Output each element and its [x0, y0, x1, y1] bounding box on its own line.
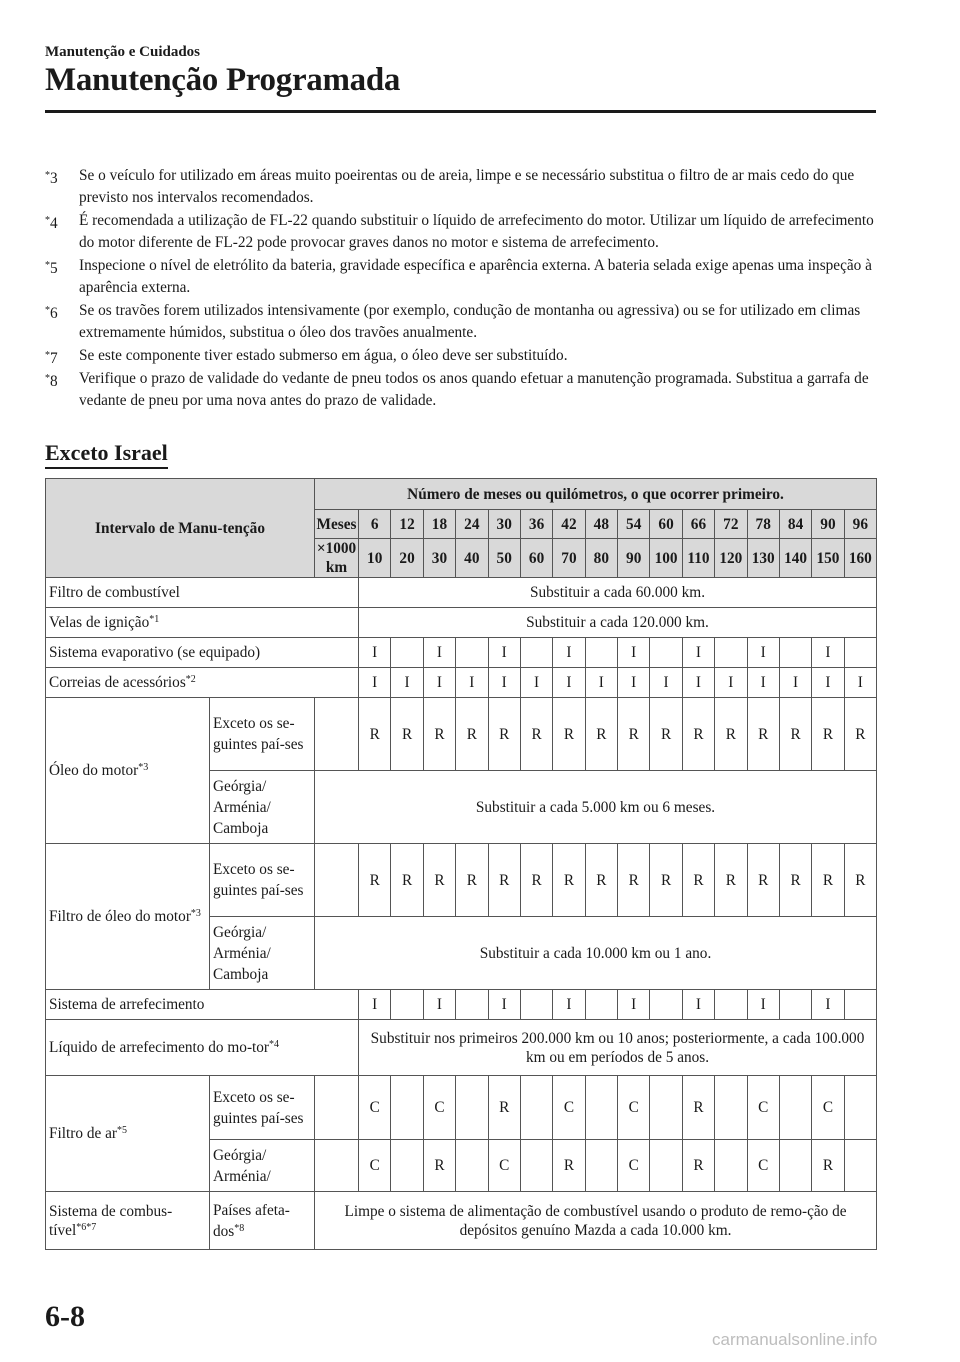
- km-header: 50: [488, 539, 520, 578]
- footnote: [45, 255, 880, 299]
- spacer-cell: [315, 1076, 359, 1140]
- interval-note: Substituir a cada 10.000 km ou 1 ano.: [315, 917, 877, 990]
- interval-cell: I: [747, 990, 779, 1020]
- interval-cell: [585, 1140, 617, 1192]
- interval-cell: R: [618, 844, 650, 917]
- item-name: Velas de ignição$^{*1}$: [46, 608, 359, 638]
- interval-cell: R: [779, 698, 811, 771]
- table-row: [46, 990, 877, 1020]
- interval-cell: I: [618, 668, 650, 698]
- interval-cell: R: [359, 844, 391, 917]
- km-header: 40: [456, 539, 488, 578]
- region-label: Exceto os se-guintes paí-ses: [210, 844, 315, 917]
- section-label: Manutenção e Cuidados: [45, 44, 201, 60]
- header-corner: Intervalo de Manu-tenção: [46, 479, 315, 578]
- interval-cell: R: [779, 844, 811, 917]
- interval-cell: R: [715, 698, 747, 771]
- footnote-text: Se este componente tiver estado submerso em água, o óleo deve ser substituído.: [79, 347, 568, 364]
- footnote-mark: *5: [45, 260, 58, 277]
- month-header: 90: [812, 510, 844, 539]
- interval-cell: R: [650, 698, 682, 771]
- table-row: [46, 1076, 877, 1140]
- km-header: 70: [553, 539, 585, 578]
- interval-cell: [715, 990, 747, 1020]
- interval-cell: [650, 1076, 682, 1140]
- interval-cell: [650, 638, 682, 668]
- interval-cell: I: [682, 668, 714, 698]
- interval-cell: C: [618, 1076, 650, 1140]
- month-header: 54: [618, 510, 650, 539]
- interval-cell: R: [682, 1140, 714, 1192]
- item-name: Líquido de arrefecimento do mo-tor$^{*4}$: [46, 1020, 359, 1076]
- month-header: 60: [650, 510, 682, 539]
- interval-cell: C: [488, 1140, 520, 1192]
- interval-cell: C: [359, 1140, 391, 1192]
- interval-cell: R: [585, 698, 617, 771]
- interval-cell: [456, 1140, 488, 1192]
- interval-cell: R: [553, 1140, 585, 1192]
- footnote: [45, 368, 880, 412]
- interval-cell: R: [391, 698, 423, 771]
- interval-cell: [844, 1076, 876, 1140]
- interval-cell: C: [359, 1076, 391, 1140]
- interval-cell: R: [520, 844, 552, 917]
- km-header: 20: [391, 539, 423, 578]
- page-number: 6-8: [45, 1300, 85, 1333]
- interval-cell: C: [553, 1076, 585, 1140]
- item-name: Sistema de combus-tível$^{*6*7}$: [46, 1192, 210, 1250]
- km-header: 60: [520, 539, 552, 578]
- interval-cell: R: [812, 698, 844, 771]
- interval-cell: [585, 990, 617, 1020]
- interval-cell: I: [812, 638, 844, 668]
- km-header: 160: [844, 539, 876, 578]
- interval-cell: I: [488, 638, 520, 668]
- interval-note: Substituir nos primeiros 200.000 km ou 10 anos; posteriormente, a cada 100.000 km ou em períodos de 5 anos.: [359, 1020, 877, 1076]
- interval-cell: [520, 990, 552, 1020]
- interval-cell: [520, 1076, 552, 1140]
- footnote: [45, 210, 880, 254]
- km-header: 130: [747, 539, 779, 578]
- interval-cell: I: [682, 990, 714, 1020]
- table-row: [46, 668, 877, 698]
- footnote-mark: *3: [45, 170, 58, 187]
- interval-cell: [520, 638, 552, 668]
- interval-cell: I: [844, 668, 876, 698]
- month-header: 78: [747, 510, 779, 539]
- interval-cell: C: [423, 1076, 455, 1140]
- interval-cell: [585, 1076, 617, 1140]
- item-name: Óleo do motor$^{*3}$: [46, 698, 210, 844]
- month-header: 24: [456, 510, 488, 539]
- item-name: Sistema de arrefecimento: [46, 990, 359, 1020]
- footnote-mark: *6: [45, 305, 58, 322]
- interval-cell: I: [618, 990, 650, 1020]
- interval-cell: C: [812, 1076, 844, 1140]
- month-header: 48: [585, 510, 617, 539]
- interval-cell: R: [488, 698, 520, 771]
- km-header: 120: [715, 539, 747, 578]
- interval-cell: R: [812, 1140, 844, 1192]
- interval-cell: [650, 1140, 682, 1192]
- interval-cell: [715, 638, 747, 668]
- interval-cell: I: [747, 668, 779, 698]
- interval-note: Substituir a cada 5.000 km ou 6 meses.: [315, 771, 877, 844]
- interval-cell: R: [520, 698, 552, 771]
- interval-cell: I: [650, 668, 682, 698]
- interval-cell: I: [747, 638, 779, 668]
- interval-cell: I: [682, 638, 714, 668]
- interval-cell: R: [650, 844, 682, 917]
- region-label: Exceto os se-guintes paí-ses: [210, 698, 315, 771]
- table-row: [46, 608, 877, 638]
- interval-cell: [391, 638, 423, 668]
- table-row: [46, 1192, 877, 1250]
- interval-cell: R: [423, 844, 455, 917]
- month-header: 66: [682, 510, 714, 539]
- table-row: [46, 578, 877, 608]
- km-header: 90: [618, 539, 650, 578]
- interval-cell: R: [553, 844, 585, 917]
- footnotes-list: [45, 165, 880, 413]
- interval-cell: R: [682, 698, 714, 771]
- maintenance-schedule-table: [45, 478, 877, 1250]
- interval-cell: R: [747, 844, 779, 917]
- month-header: 30: [488, 510, 520, 539]
- interval-cell: [779, 1076, 811, 1140]
- interval-cell: I: [359, 668, 391, 698]
- interval-cell: [520, 1140, 552, 1192]
- interval-cell: R: [618, 698, 650, 771]
- interval-cell: I: [359, 990, 391, 1020]
- interval-cell: R: [812, 844, 844, 917]
- interval-cell: I: [520, 668, 552, 698]
- interval-cell: [391, 1140, 423, 1192]
- interval-cell: R: [682, 844, 714, 917]
- interval-note: Limpe o sistema de alimentação de combustível usando o produto de remo-ção de depósitos genuíno Mazda a cada 10.000 km.: [315, 1192, 877, 1250]
- interval-cell: R: [553, 698, 585, 771]
- interval-cell: [779, 1140, 811, 1192]
- month-header: 42: [553, 510, 585, 539]
- spacer-cell: [315, 1140, 359, 1192]
- region-label: Países afeta-dos$^{*8}$: [210, 1192, 315, 1250]
- interval-cell: R: [747, 698, 779, 771]
- interval-cell: I: [618, 638, 650, 668]
- interval-cell: [391, 1076, 423, 1140]
- interval-cell: C: [618, 1140, 650, 1192]
- interval-cell: R: [391, 844, 423, 917]
- interval-cell: [844, 638, 876, 668]
- section-heading: Exceto Israel: [45, 440, 168, 469]
- interval-cell: R: [488, 1076, 520, 1140]
- footnote: [45, 345, 880, 367]
- month-header: 96: [844, 510, 876, 539]
- footnote-text: É recomendada a utilização de FL-22 quando substituir o líquido de arrefecimento do motor. Utilizar um líquido de arrefecimento do motor diferente de FL-22 pode provocar graves danos no motor e sistema de arrefecimento.: [79, 212, 874, 251]
- interval-cell: R: [682, 1076, 714, 1140]
- footnote-mark: *4: [45, 215, 58, 232]
- footnote-text: Se o veículo for utilizado em áreas muito poeirentas ou de areia, limpe e se necessário substitua o filtro de ar mais cedo do que previsto nos intervalos recomendados.: [79, 167, 855, 206]
- interval-cell: I: [585, 668, 617, 698]
- item-name: Correias de acessórios$^{*2}$: [46, 668, 359, 698]
- title-rule: [45, 110, 876, 113]
- interval-cell: I: [359, 638, 391, 668]
- interval-cell: I: [553, 638, 585, 668]
- interval-cell: I: [779, 668, 811, 698]
- interval-cell: [456, 638, 488, 668]
- month-header: 36: [520, 510, 552, 539]
- month-header: 84: [779, 510, 811, 539]
- interval-cell: C: [747, 1076, 779, 1140]
- item-name: Filtro de óleo do motor$^{*3}$: [46, 844, 210, 990]
- interval-cell: R: [844, 844, 876, 917]
- interval-cell: [715, 1140, 747, 1192]
- region-label: Geórgia/ Arménia/ Camboja: [210, 917, 315, 990]
- interval-cell: I: [812, 990, 844, 1020]
- footnote: [45, 300, 880, 344]
- interval-cell: R: [359, 698, 391, 771]
- interval-cell: R: [456, 844, 488, 917]
- interval-cell: R: [844, 698, 876, 771]
- interval-cell: R: [585, 844, 617, 917]
- interval-cell: I: [715, 668, 747, 698]
- interval-cell: [779, 638, 811, 668]
- km-header: 150: [812, 539, 844, 578]
- interval-cell: [715, 1076, 747, 1140]
- watermark: carmanualsonline.info: [712, 1330, 878, 1349]
- item-name: Filtro de combustível: [46, 578, 359, 608]
- interval-cell: [456, 990, 488, 1020]
- footnote-mark: *8: [45, 373, 58, 390]
- interval-cell: [391, 990, 423, 1020]
- interval-cell: R: [423, 698, 455, 771]
- interval-cell: [844, 990, 876, 1020]
- spacer-cell: [315, 698, 359, 771]
- interval-cell: [456, 1076, 488, 1140]
- month-header: 18: [423, 510, 455, 539]
- region-label: Exceto os se-guintes paí-ses: [210, 1076, 315, 1140]
- interval-cell: I: [423, 638, 455, 668]
- interval-cell: I: [423, 990, 455, 1020]
- interval-cell: I: [488, 668, 520, 698]
- footnote-text: Inspecione o nível de eletrólito da bateria, gravidade específica e aparência externa. A bateria selada exige apenas uma inspeção à aparência externa.: [79, 257, 872, 296]
- interval-cell: [650, 990, 682, 1020]
- km-header: 140: [779, 539, 811, 578]
- interval-cell: [779, 990, 811, 1020]
- interval-cell: R: [488, 844, 520, 917]
- interval-note: Substituir a cada 60.000 km.: [359, 578, 877, 608]
- region-label: Geórgia/ Arménia/: [210, 1140, 315, 1192]
- interval-cell: C: [747, 1140, 779, 1192]
- interval-note: Substituir a cada 120.000 km.: [359, 608, 877, 638]
- footnote-text: Verifique o prazo de validade do vedante de pneu todos os anos quando efetuar a manutenção programada. Substitua a garrafa de vedante de pneu por uma nova antes do prazo de validade.: [79, 370, 869, 409]
- item-name: Sistema evaporativo (se equipado): [46, 638, 359, 668]
- month-header: 72: [715, 510, 747, 539]
- region-label: Geórgia/ Arménia/ Camboja: [210, 771, 315, 844]
- interval-cell: R: [456, 698, 488, 771]
- km-label: ×1000 km: [315, 539, 359, 578]
- month-header: 12: [391, 510, 423, 539]
- interval-cell: [585, 638, 617, 668]
- table-row: [46, 1020, 877, 1076]
- interval-cell: [844, 1140, 876, 1192]
- interval-cell: R: [423, 1140, 455, 1192]
- month-header: 6: [359, 510, 391, 539]
- page-title: Manutenção Programada: [45, 62, 401, 98]
- table-row: [46, 638, 877, 668]
- table-row: [46, 698, 877, 771]
- km-header: 100: [650, 539, 682, 578]
- interval-cell: R: [715, 844, 747, 917]
- interval-cell: I: [553, 990, 585, 1020]
- spacer-cell: [315, 844, 359, 917]
- item-name: Filtro de $ar^{*5}$: [46, 1076, 210, 1192]
- months-label: Meses: [315, 510, 359, 539]
- interval-cell: I: [423, 668, 455, 698]
- interval-cell: I: [456, 668, 488, 698]
- footnote: [45, 165, 880, 209]
- table-row: [46, 844, 877, 917]
- interval-cell: I: [488, 990, 520, 1020]
- interval-cell: I: [812, 668, 844, 698]
- interval-cell: I: [553, 668, 585, 698]
- km-header: 10: [359, 539, 391, 578]
- km-header: 30: [423, 539, 455, 578]
- footnote-text: Se os travões forem utilizados intensivamente (por exemplo, condução de montanha ou agressiva) ou se for utilizado em climas extremamente húmidos, substitua o óleo dos travões anualmente.: [79, 302, 861, 341]
- interval-cell: I: [391, 668, 423, 698]
- footnote-mark: *7: [45, 350, 58, 367]
- interval-header: Número de meses ou quilómetros, o que ocorrer primeiro.: [315, 479, 877, 510]
- km-header: 80: [585, 539, 617, 578]
- km-header: 110: [682, 539, 714, 578]
